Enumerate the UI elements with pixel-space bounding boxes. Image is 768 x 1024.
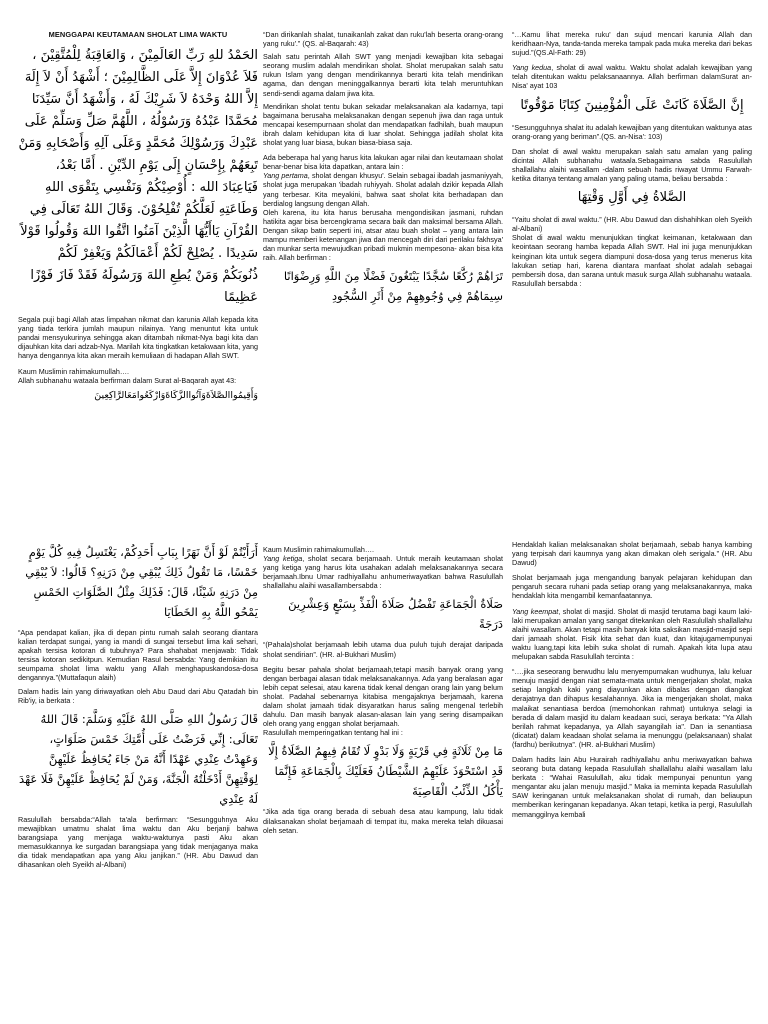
arabic-hadith: قَالَ رَسُولُ اللهِ صَلَّى اللهُ عَلَيْهِ وَسَلَّمَ: قَالَ اللهُ تَعَالَى: إِنِّي فَرَضْتُ عَلَى أُمَّتِكَ خَمْسَ صَلَوَاتٍ، وَعَهِدْتُ عِنْدِي عَهْدًا أَنَّهُ مَنْ جَاءَ يُحَافِظُ عَلَيْهِنَّ لِوَقْتِهِنَّ أَدْخَلْتُهُ الْجَنَّةَ، وَمَنْ لَمْ يُحَافِظْ عَلَيْهِنَّ فَلَا عَهْدَ لَهُ عِنْدِي bbox=[19, 711, 258, 806]
paragraph: Allah subhanahu wataala berfirman dalam Surat al-Baqarah ayat 43: bbox=[18, 375, 237, 385]
document-title: MENGGAPAI KEUTAMAAN SHOLAT LIMA WAKTU bbox=[48, 30, 228, 39]
arabic-hadith: أَرَأَيْتُمْ لَوْ أَنَّ نَهَرًا بِبَابِ أَحَدِكُمْ، يَغْتَسِلُ فِيهِ كُلَّ يَوْمٍ خَمْسًا، مَا تَقُولُ ذَلِكَ يُبْقِي مِنْ دَرَنِهِ؟ قَالُوا: لاَ يُبْقِي مِنْ دَرَنِهِ شَيْئًا، قَالَ: فَذَلِكَ مِثْلُ الصَّلَوَاتِ الخَمْسِ يَمْحُو اللَّهُ بِهِ الخَطَايَا bbox=[25, 545, 258, 619]
column-4 bbox=[18, 540, 258, 1015]
paragraph: Sholat di awal waktu menunjukkan tingkat keimanan, ketakwaan dan keointaan seorang hamba kepada Allah SWT. Hal ini juga menunjukkan keinginan kita untuk segera diampuni dosa-dosa yang terus menerus kita lakukan setiap hari, karena diantara manfaat sholat adalah sebagai pembersih dosa, dan sarana untuk masuk surga Allah subhanahu wataala. Rasulullah bersabda : bbox=[512, 233, 752, 288]
column-6 bbox=[512, 540, 752, 1015]
arabic-hadith: صَلَاةُ الْجَمَاعَةِ تَفْضُلُ صَلَاةَ الْفَذِّ بِسَبْعٍ وَعِشْرِينَ دَرَجَةً bbox=[288, 597, 503, 632]
paragraph: Kaum Muslimin rahimakumullah…. bbox=[263, 545, 375, 554]
paragraph bbox=[263, 554, 503, 590]
arabic-ayat: إِنَّ الصَّلَاةَ كَانَتْ عَلَى الْمُؤْمِنِينَ كِتَابًا مَوْقُوتًا bbox=[520, 97, 744, 113]
paragraph bbox=[512, 63, 752, 90]
column-2 bbox=[263, 30, 503, 500]
paragraph: “(Pahala)sholat berjamaah lebih utama dua puluh tujuh derajat daripada sholat sendirian”. (HR. al-Bukhari Muslim) bbox=[263, 640, 503, 659]
paragraph: “Sesungguhnya shalat itu adalah kewajiban yang ditentukan waktunya atas orang-orang yang beriman”.(QS. an-Nisa': 103) bbox=[512, 122, 752, 141]
paragraph: Sholat berjamaah juga mengandung banyak pelajaran kehidupan dan pengaruh secara ruhani pada setiap orang yang melaksanakannya, maka hendaklah kita mengambil kemanfaatannya. bbox=[512, 573, 752, 601]
paragraph-text: , sholat dengan khusyu'. Selain sebagai ibadah jasmaniyyah, sholat juga merupakan 'ibadah ruhiyyah. Sholat adalah dzikir kepada Allah yang terbesar. Kita meyakini, bahwa saat sholat kita berhadapan dan berdialog langsung dengan Allah. bbox=[263, 171, 503, 208]
arabic-opening-khutbah: الحَمْدُ للهِ رَبِّ العَالَمِيْنَ ، وَالعَاقِبَةُ لِلْمُتَّقِيْنَ ، فَلاَ عُدْوَانَ إِلاَّ عَلَى الظَّالِمِيْنَ ؛ أَشْهَدُ أَنْ لاَ إِلَهَ إِلاَّ اللهُ وَحْدَهُ لاَ شَرِيْكَ لَهُ ، وَأَشْهَدُ أَنَّ سَيِّدَنَا مُحَمَّدًا عَبْدُهُ وَرَسُوْلُهُ ، اللَّهُمَّ صَلِّ وَسَلِّمْ عَلَى عَبْدِكَ وَرَسُوْلِكَ مُحَمَّدٍ وَعَلَى آلِهِ وَأَصْحَابِهِ وَمَنْ تَبِعَهُمْ بِإِحْسَانٍ إِلَى يَوْمِ الدِّيْنِ . أَمَّا بَعْدُ، فَيَاعِبَادَ الله : أُوْصِيْكُمْ وَنَفْسِي بِتَقْوَى اللهِ وَطَاعَتِهِ لَعَلَّكُمْ تُفْلِحُوْنَ. وَقَالَ اللهُ تَعَالَى فِي القُرْآنِ يَاأَيُّهَا الَّذِيْنَ آمَنُوا اتَّقُوا اللهَ وَقُولُوا قَوْلاً سَدِيدًا . يُصْلِحْ لَكُمْ أَعْمَالَكُمْ وَيَغْفِرْ لَكُمْ ذُنُوبَكُمْ وَمَنْ يُطِعِ اللهَ وَرَسُولَهُ فَقَدْ فَازَ فَوْزًا عَظِيمًا bbox=[18, 48, 258, 306]
paragraph: Ada beberapa hal yang harus kita lakukan agar nilai dan keutamaan sholat benar-benar bisa kita dapatkan, antara lain : bbox=[263, 153, 503, 172]
paragraph: Begitu besar pahala sholat berjamaah,tetapi masih banyak orang yang dengan berbagai alasan tidak melaksanakannya. Ada yang beralasan agar lebih cepat selesai, atau karena tidak kenal dengan orang lain yang belum sholat. Padahal sebenarnya kitabisa mengajaknya berjamaah, karena dalam sholat jamaah tidak disyaratkan harus saling mengenal terlebih dahulu. Dan masih banyak alasan-alasan lain yang sering disampaikan oleh orang yang enggan sholat berjamaah. bbox=[263, 664, 503, 729]
paragraph: “Jika ada tiga orang berada di sebuah desa atau kampung, lalu tidak dilaksanakan sholat berjamaah di tempat itu, maka mereka telah dikuasai oleh setan. bbox=[263, 807, 503, 835]
paragraph: “Apa pendapat kalian, jika di depan pintu rumah salah seorang diantara kalian terdapat sungai, yang ia mandi di sungai tersebut lima kali sehari, apakah tersisa kotoran di tubuhnya? Para shahabat menjawab: Tidak tersisa kotoran sedikitpun. Kemudian Rasul bersabda: Yang demikian itu seumpama sholat lima waktu yang Allah menghapuskandosa-dosa dengannya.”(Muttafaqun alaih) bbox=[18, 628, 258, 683]
paragraph: Dalam hadits lain Abu Hurairah radhiyallahu anhu meriwayatkan bahwa seorang buta datang kepada Rasulullah shallallahu alaihi wasallam lalu berkata : “Wahai Rasulullah, aku tidak mempunyai penuntun yang mengantar aku jalan menuju masjid.” Maka ia meminta kepada Rasulullah SAW keringanan untuk melaksanakan sholat di rumah, dan beliaupun memberikan keringanan kepadanya. Akan tetapi, ketika ia pergi, Rasulullah memanggilnya kembali bbox=[512, 754, 752, 819]
arabic-ayat: وَأَقِيمُواالصَّلاَةَوَآتُواالزَّكَاةَوَارْكَعُوامَعَالرَّاكِعِينَ bbox=[94, 389, 258, 401]
arabic-hadith: الصَّلاةُ فِي أَوَّلِ وَقْتِهَا bbox=[577, 190, 687, 206]
paragraph bbox=[263, 171, 503, 207]
paragraph: Dalam hadis lain yang diriwayatkan oleh Abu Daud dari Abu Qatadah bin Rib'iy, ia berkata : bbox=[18, 686, 258, 705]
lead-phrase: Yang kedua bbox=[512, 63, 552, 73]
paragraph-text: , sholat di masjid. Sholat di masjid terutama bagi kaum laki-laki merupakan amalan yang sangat ditekankan oleh Rasulullah shallallahu alaihi wasallam. Akan tetapi masih banyak kita saksikan masjid-masjid sepi dari jamaah sholat. Fisik kita sehat dan kuat, dan kitajugamempunyai waktu luang,tapi kita lebih suka sholat di rumah. Apakah kita lupa atau melupakan sabda Rasulullah tercinta : bbox=[512, 606, 752, 662]
paragraph: Segala puji bagi Allah atas limpahan nikmat dan karunia Allah kepada kita yang tiada terkira jumlah maupun nilainya. Yang menuntut kita untuk pandai mensyukurinya sehingga akan ditambah nikmat-Nya bagi kita dan dijauhkan kita dari adzab-Nya. Marilah kita tingkatkan ketakwaan kita, yang hanya dengannya kita akan meraih kemuliaan di hadapan Allah SWT. bbox=[18, 315, 258, 361]
arabic-hadith: مَا مِنْ ثَلَاثَةٍ فِي قَرْيَةٍ وَلَا بَدْوٍ لَا تُقَامُ فِيهِمُ الصَّلَاةُ إِلَّا قَدِ اسْتَحْوَذَ عَلَيْهِمُ الشَّيْطَانُ فَعَلَيْكَ بِالْجَمَاعَةِ فَإِنَّمَا يَأْكُلُ الذِّئْبُ الْقَاصِيَةَ bbox=[268, 744, 503, 799]
paragraph: Rasulullah bersabda:“Allah ta'ala berfirman: “Sesungguhnya Aku mewajibkan umatmu shalat lima waktu dan Aku berjanji bahwa barangsiapa yang menjaga waktu-waktunya pasti Aku akan memasukkannya ke surgadan barangsiapa yang tidak menjaganya maka dia tidak mendapatkan apa yang Aku janjikan.” (HR. Abu Dawud dan dihasankan oleh Syeikh al-Albani) bbox=[18, 814, 258, 870]
column-5 bbox=[263, 545, 503, 1015]
paragraph: Salah satu perintah Allah SWT yang menjadi kewajiban kita sebagai seorang muslim adalah mendirikan sholat. Sholat merupakan salah satu rukun Islam yang dengan mendirikannya berarti kita telah mendirikan agama, dan dengan meninggalkannya berarti kita telah meruntuhkan sendi-sendi agama dalam jiwa kita. bbox=[263, 52, 503, 98]
paragraph: Oleh karena, itu kita harus berusaha mengondisikan jasmani, ruhdan hatikita agar bisa bercengkrama secara baik dan maksimal bersama Allah. Dengan sikap batin seperti ini, atsar atau buah sholat – yang antara lain mampu memberi ketenangan jiwa dan mencegah diri dari perilaku fakhsya' dan munkar serta mewujudkan pribadi mukmin mempesona- akan bisa kita raih. Allah berfirman : bbox=[263, 207, 503, 263]
paragraph: Hendaklah kalian melaksanakan sholat berjamaah, sebab hanya kambing yang terpisah dari kaumnya yang akan dimakan oleh serigala.” (HR. Abu Dawud) bbox=[512, 540, 752, 568]
paragraph: Rasulullah memperingatkan tentang hal ini : bbox=[263, 728, 403, 738]
lead-phrase: Yang pertama bbox=[263, 171, 308, 181]
paragraph: “…Kamu lihat mereka ruku' dan sujud mencari karunia Allah dan keridhaan-Nya, tanda-tanda mereka tampak pada muka mereka dari bekas sujud.”(QS.Al-Fath: 29) bbox=[512, 30, 752, 58]
paragraph-text: , sholat di awal waktu. Waktu sholat adalah kewajiban yang telah ditentukan waktu pelaksanaannya. Allah berfirman dalamSurat an-Nisa' ayat 103 bbox=[512, 63, 752, 91]
paragraph: Mendirikan sholat tentu bukan sekadar melaksanakan ala kadarnya, tapi bagaimana berusaha melaksanakan dengan sepenuh jiwa dan raga untuk mencapai kesempurnaan sholat dan mendapatkan fadhilah, buah maupun ibrah dalam kehidupan kita di luar sholat. Sehingga jadilah sholat kita sholat yang luar biasa, bukan biasa-biasa saja. bbox=[263, 101, 503, 148]
lead-phrase: Yang keempat bbox=[512, 606, 559, 616]
arabic-ayat: تَرَاهُمْ رُكَّعًا سُجَّدًا يَبْتَغُونَ فَضْلًا مِنَ اللَّهِ وَرِضْوَانًا سِيمَاهُمْ فِي وُجُوهِهِمْ مِنْ أَثَرِ السُّجُودِ bbox=[283, 269, 503, 304]
paragraph-text: , sholat secara berjamaah. Untuk meraih keutamaan sholat yang ketiga yang harus kita usahakan adalah melaksanakannya secara berjamaah.Ibnu Umar radhiyallahu anhumeriwayatkan bahwa Rasulullah shallallahu alaihi wasallambersabda : bbox=[263, 554, 503, 591]
paragraph: “Yaitu sholat di awal waktu.” (HR. Abu Dawud dan dishahihkan oleh Syeikh al-Albani) bbox=[512, 215, 752, 234]
column-3 bbox=[512, 30, 752, 500]
paragraph: Dan sholat di awal waktu merupakan salah satu amalan yang paling dicintai Allah subhanahu wataala.Sebagaimana sabda Rasulullah shallallahu alaihi wasallam -dalam sebuah hadis riwayat Ummu Farwah- ketika ditanya tentang amalan yang paling utama, beliau bersabda : bbox=[512, 146, 752, 184]
lead-phrase: Yang ketiga bbox=[263, 554, 303, 564]
paragraph: “….jika seseorang berwudhu lalu menyempurnakan wudhunya, lalu keluar menuju masjid dengan niat semata-mata untuk mengerjakan sholat, maka setiap langkah kaki yang diayunkan akan dibalas dengan diangkat derajatnya dan dihapus kesalahannya. Jika ia mengerjakan sholat, maka malaikat senantiasa berdoa (memohonkan rahmat) untuknya selagi ia berada di dalam masjid itu dalam keadaan suci, seraya berkata: "Ya Allah berilah rahmat kepadanya, ya Allah sayangilah ia". Dan ia senantiasa (dicatat) dalam keadaan sholat selama ia menunggu (pelaksanaan) shalat (fardhu) berikutnya”. (HR. al-Bukhari Muslim) bbox=[512, 667, 752, 749]
paragraph bbox=[512, 607, 752, 662]
paragraph: “Dan dirikanlah shalat, tunaikanlah zakat dan ruku'lah beserta orang-orang yang ruku'.” (QS. al-Baqarah: 43) bbox=[263, 30, 503, 49]
column-1 bbox=[18, 30, 258, 500]
paragraph: Kaum Muslimin rahimakumullah…. bbox=[18, 366, 130, 376]
